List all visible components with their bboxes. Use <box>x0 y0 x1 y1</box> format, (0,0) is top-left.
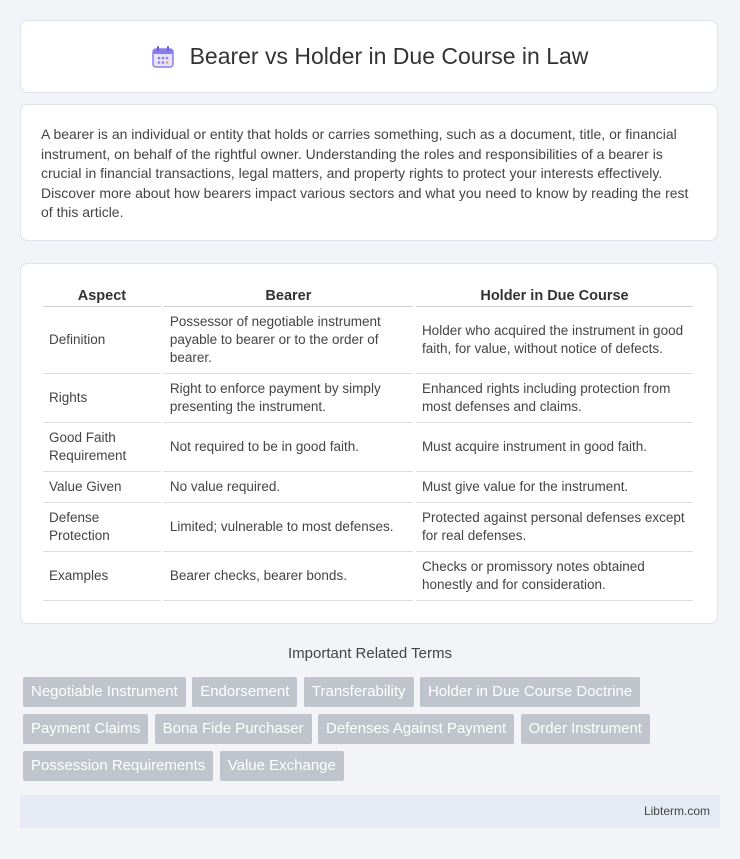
tag-possession-requirements[interactable]: Possession Requirements <box>23 751 213 781</box>
row-aspect: Examples <box>43 552 161 601</box>
comparison-card <box>20 263 718 624</box>
row-bearer: Possessor of negotiable instrument payable to bearer or to the order of bearer. <box>164 307 413 374</box>
row-holder: Must give value for the instrument. <box>416 472 693 503</box>
tag-value-exchange[interactable]: Value Exchange <box>220 751 344 781</box>
intro-text: A bearer is an individual or entity that holds or carries something, such as a document, title, or financial instrument, on behalf of the rightful owner. Understanding the roles and responsibilities of a bearer is crucial in financial transactions, legal matters, and property rights to protect your interests effectively. Discover more about how bearers impact various sectors and what you need to know by reading the rest of this article. <box>41 126 689 220</box>
comparison-table <box>40 284 696 601</box>
tag-negotiable-instrument[interactable]: Negotiable Instrument <box>23 677 186 707</box>
row-bearer: Limited; vulnerable to most defenses. <box>164 503 413 552</box>
row-aspect: Definition <box>43 307 161 374</box>
tag-order-instrument[interactable]: Order Instrument <box>521 714 650 744</box>
row-holder: Must acquire instrument in good faith. <box>416 423 693 472</box>
row-holder: Holder who acquired the instrument in good faith, for value, without notice of defects. <box>416 307 693 374</box>
footer <box>20 795 720 828</box>
row-aspect: Good Faith Requirement <box>43 423 161 472</box>
table-row <box>43 503 693 552</box>
row-bearer: Not required to be in good faith. <box>164 423 413 472</box>
table-row <box>43 374 693 423</box>
table-header-row <box>43 284 693 307</box>
tag-payment-claims[interactable]: Payment Claims <box>23 714 148 744</box>
row-holder: Enhanced rights including protection from most defenses and claims. <box>416 374 693 423</box>
table-row <box>43 552 693 601</box>
table-row <box>43 307 693 374</box>
intro-card <box>20 104 718 241</box>
header-aspect: Aspect <box>43 284 161 307</box>
row-aspect: Value Given <box>43 472 161 503</box>
row-bearer: No value required. <box>164 472 413 503</box>
row-holder: Protected against personal defenses except for real defenses. <box>416 503 693 552</box>
header-bearer: Bearer <box>164 284 413 307</box>
footer-site-link[interactable]: Libterm.com <box>643 804 710 818</box>
row-holder: Checks or promissory notes obtained honestly and for consideration. <box>416 552 693 601</box>
row-bearer: Bearer checks, bearer bonds. <box>164 552 413 601</box>
related-terms-list <box>23 677 723 788</box>
page-title: Bearer vs Holder in Due Course in Law <box>189 43 589 69</box>
tag-transferability[interactable]: Transferability <box>304 677 414 707</box>
table-row <box>43 472 693 503</box>
calendar-icon <box>150 44 176 70</box>
tag-bona-fide-purchaser[interactable]: Bona Fide Purchaser <box>155 714 312 744</box>
row-bearer: Right to enforce payment by simply presenting the instrument. <box>164 374 413 423</box>
header-holder: Holder in Due Course <box>416 284 693 307</box>
table-row <box>43 423 693 472</box>
tag-holder-in-due-course-doctrine[interactable]: Holder in Due Course Doctrine <box>420 677 640 707</box>
row-aspect: Defense Protection <box>43 503 161 552</box>
related-terms-title: Important Related Terms <box>288 645 452 662</box>
header-card <box>20 20 718 93</box>
tag-defenses-against-payment[interactable]: Defenses Against Payment <box>318 714 514 744</box>
tag-endorsement[interactable]: Endorsement <box>192 677 297 707</box>
row-aspect: Rights <box>43 374 161 423</box>
